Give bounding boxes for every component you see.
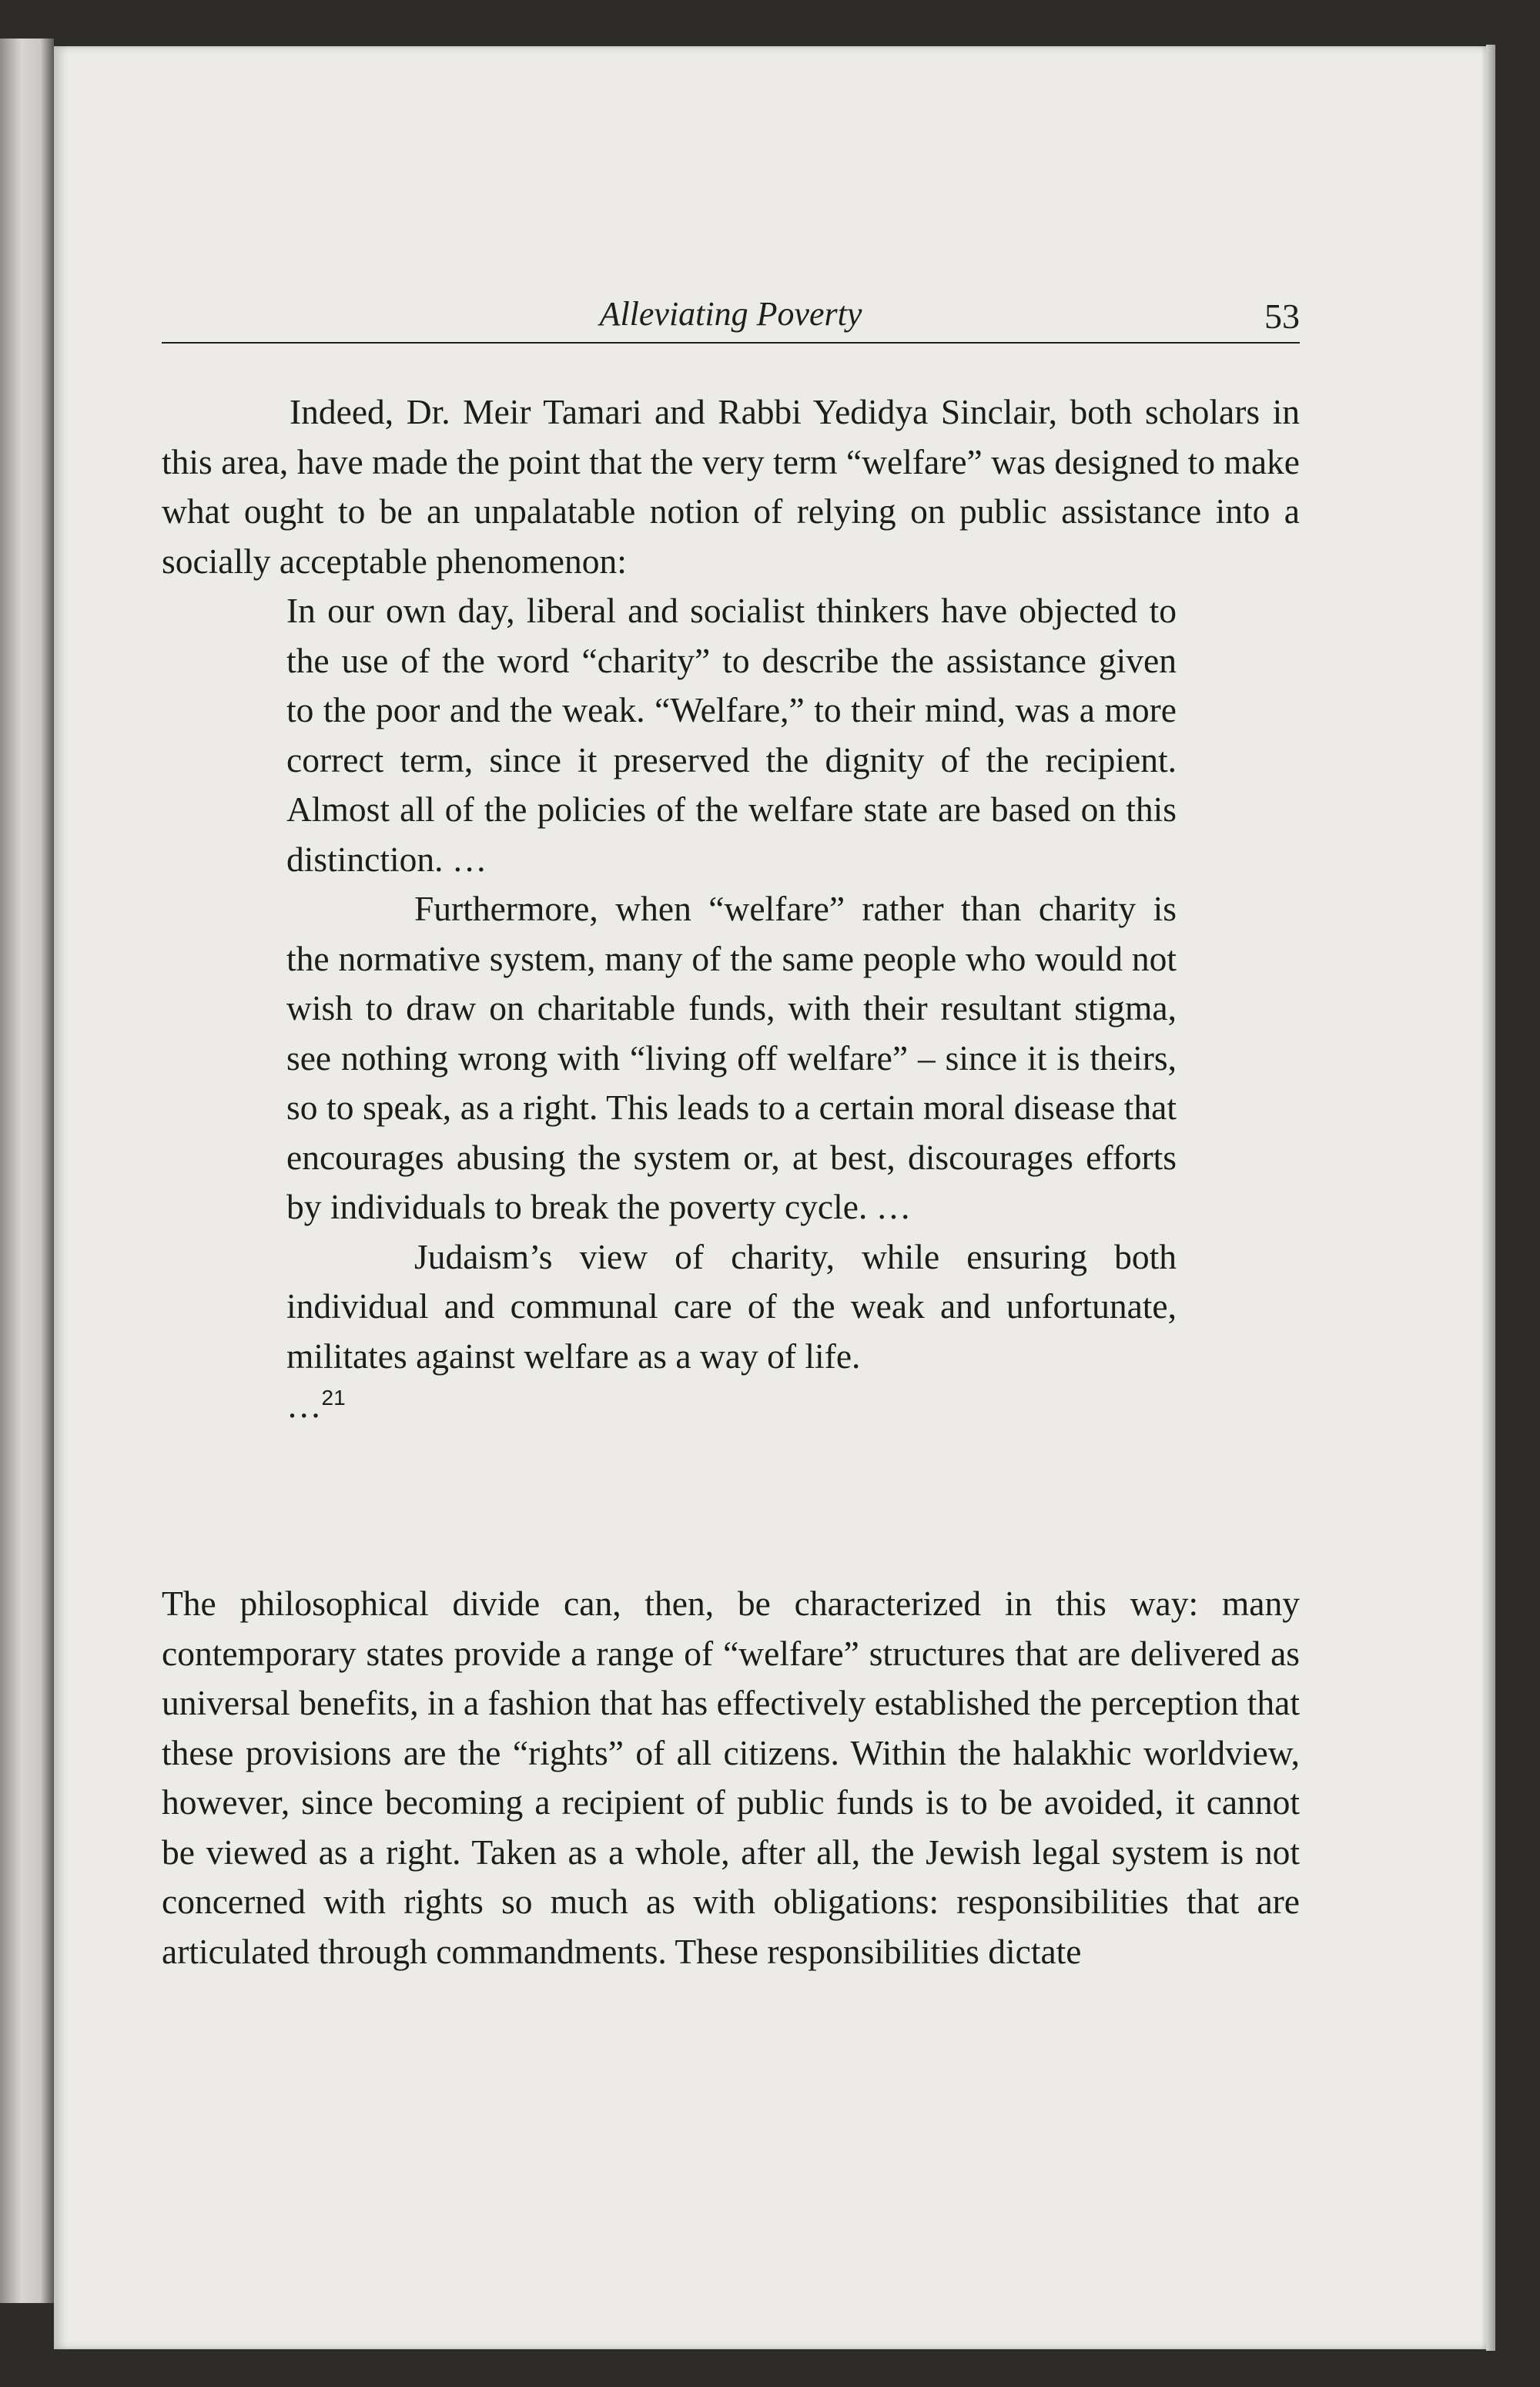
- block-quote: [286, 586, 1177, 1431]
- quote-paragraph-1: In our own day, liberal and socialist thinkers have objected to the use of the word “charity” to describe the assistance given to the poor and the weak. “Welfare,” to their mind, was a more correct term, since it preserved the dignity of the recipient. Almost all of the policies of the welfare state are based on this distinction. …: [286, 591, 1177, 879]
- facing-page-edge: [0, 39, 54, 2303]
- intro-paragraph-block: [162, 387, 1300, 586]
- running-header: [162, 291, 1300, 344]
- running-title: Alleviating Poverty: [599, 295, 862, 333]
- footnote-reference: 21: [321, 1385, 346, 1410]
- intro-paragraph: Indeed, Dr. Meir Tamari and Rabbi Yedidya Sinclair, both scholars in this area, have made the point that the very term “welfare” was designed to make what ought to be an unpalatable notion of relying on public assistance into a socially acceptable phenomenon:: [162, 392, 1300, 581]
- closing-paragraph: The philosophical divide can, then, be characterized in this way: many contemporary states provide a range of “welfare” structures that are delivered as universal benefits, in a fashion that has effectively established the perception that these provisions are the “rights” of all citizens. Within the halakhic worldview, however, since becoming a recipient of public funds is to be avoided, it cannot be viewed as a right. Taken as a whole, after all, the Jewish legal system is not concerned with rights so much as with obligations: responsibilities that are articulated through commandments. These responsibilities dictate: [162, 1584, 1300, 1971]
- page-fore-edge: [1486, 45, 1495, 2351]
- closing-paragraph-block: [162, 1579, 1300, 1976]
- quote-paragraph-2: Furthermore, when “welfare” rather than charity is the normative system, many of the same people who would not wish to draw on charitable funds, with their resultant stigma, see nothing wrong with “living off welfare” – since it is theirs, so to speak, as a right. This leads to a certain moral disease that encourages abusing the system or, at best, discourages efforts by individuals to break the poverty cycle. …: [286, 889, 1177, 1226]
- quote-ellipsis: …: [286, 1386, 322, 1425]
- page-number: 53: [1264, 297, 1300, 336]
- quote-ellipsis-line: [286, 1381, 1177, 1431]
- quote-paragraph-3: Judaism’s view of charity, while ensuring both individual and communal care of the weak and unfortunate, militates against welfare as a way of life.: [286, 1236, 1177, 1376]
